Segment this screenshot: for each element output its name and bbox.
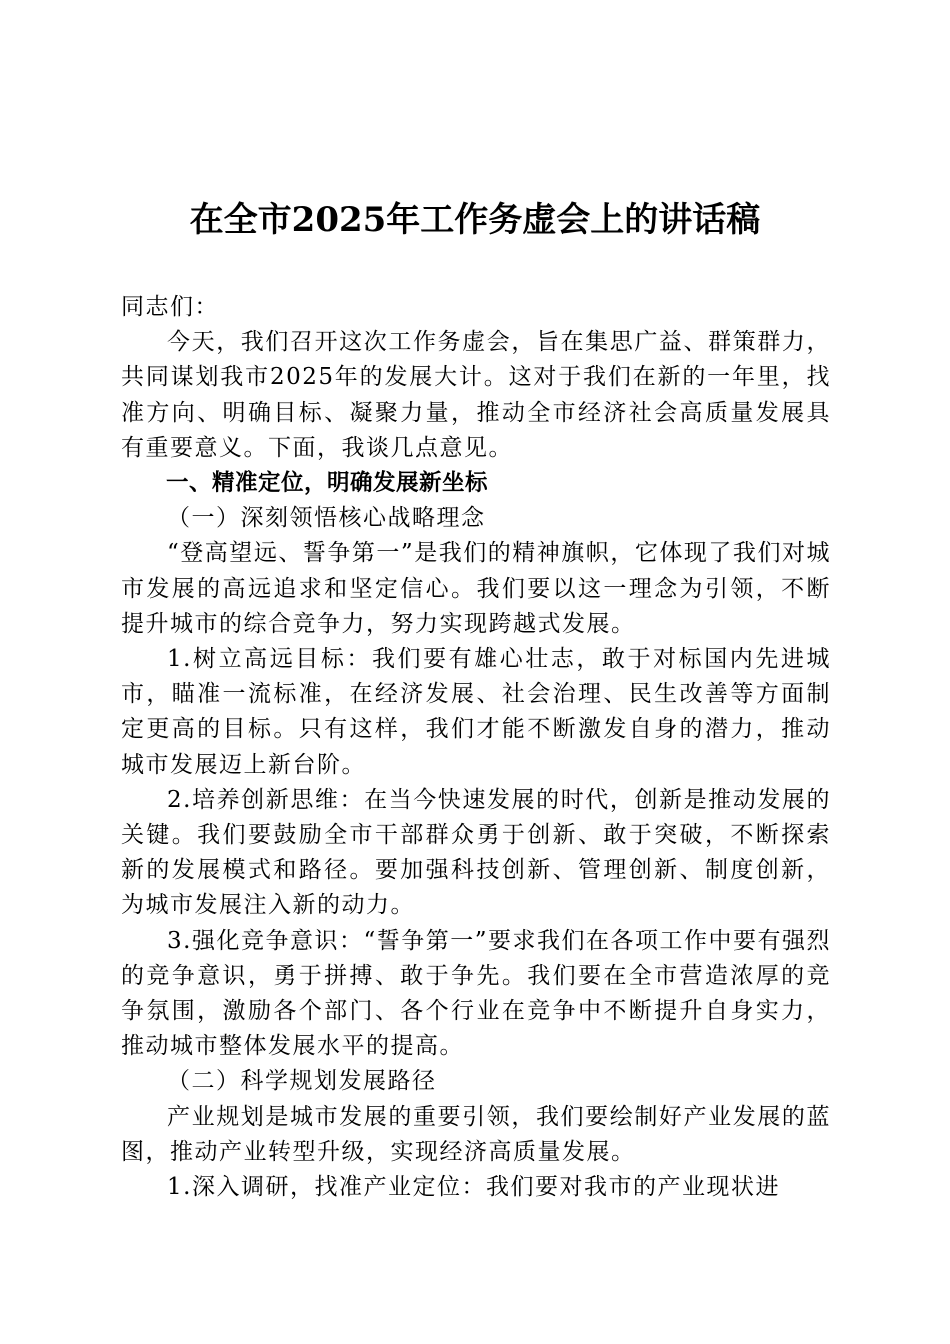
- paragraph-sub1-item1: 1.树立高远目标：我们要有雄心壮志，敢于对标国内先进城市，瞄准一流标准，在经济发展、社会治理、民生改善等方面制定更高的目标。只有这样，我们才能不断激发自身的潜力，推动城市发展迈上新台阶。: [121, 646, 831, 778]
- subsection-heading-2: （二）科学规划发展路径: [167, 1068, 437, 1095]
- paragraph-sub1-item2: 2.培养创新思维：在当今快速发展的时代，创新是推动发展的关键。我们要鼓励全市干部群众勇于创新、敢于突破，不断探索新的发展模式和路径。要加强科技创新、管理创新、制度创新，为城市发展注入新的动力。: [121, 786, 831, 919]
- document-title: 在全市2025年工作务虚会上的讲话稿: [189, 200, 761, 240]
- section-heading-1: 一、精准定位，明确发展新坐标: [166, 470, 489, 497]
- paragraph-sub2-intro: 产业规划是城市发展的重要引领，我们要绘制好产业发展的蓝图，推动产业转型升级，实现经济高质量发展。: [121, 1103, 831, 1165]
- subsection-heading-1: （一）深刻领悟核心战略理念: [167, 505, 486, 532]
- paragraph-sub1-item3: 3.强化竞争意识：“誓争第一”要求我们在各项工作中要有强烈的竞争意识，勇于拼搏、敢于争先。我们要在全市营造浓厚的竞争氛围，激励各个部门、各个行业在竞争中不断提升自身实力，推动城市整体发展水平的提高。: [121, 927, 831, 1060]
- paragraph-intro: 今天，我们召开这次工作务虚会，旨在集思广益、群策群力，共同谋划我市2025年的发展大计。这对于我们在新的一年里，找准方向、明确目标、凝聚力量，推动全市经济社会高质量发展具有重要意义。下面，我谈几点意见。: [121, 329, 831, 461]
- paragraph-sub2-item1: 1.深入调研，找准产业定位：我们要对我市的产业现状进: [167, 1174, 780, 1201]
- paragraph-sub1-intro: “登高望远、誓争第一”是我们的精神旗帜，它体现了我们对城市发展的高远追求和坚定信心。我们要以这一理念为引领，不断提升城市的综合竞争力，努力实现跨越式发展。: [121, 540, 831, 637]
- salutation: 同志们：: [121, 294, 219, 320]
- document-body: [121, 290, 831, 1205]
